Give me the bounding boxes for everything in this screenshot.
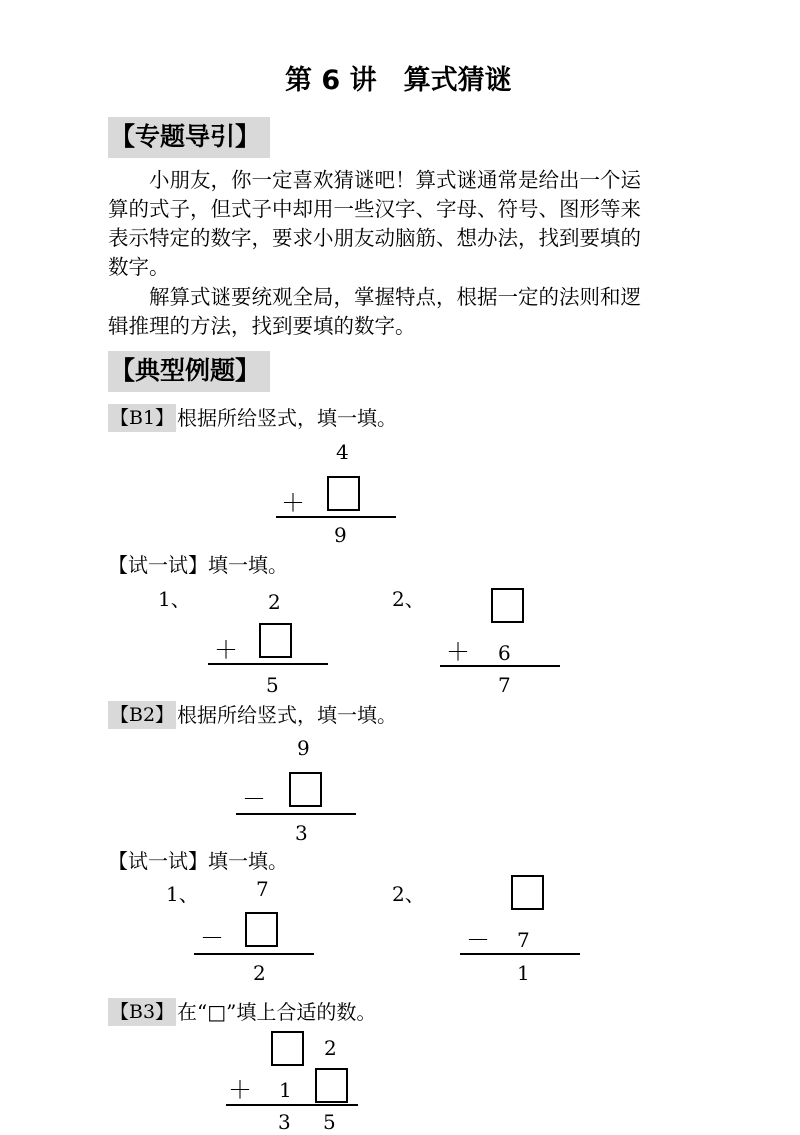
try2-p1-label: 1、 bbox=[166, 882, 199, 906]
try2-p2-answer-box[interactable] bbox=[511, 875, 544, 910]
b3-tens-answer-box[interactable] bbox=[271, 1031, 304, 1066]
intro-p1-line-1: 小朋友，你一定喜欢猜谜吧！算式谜通常是给出一个运 bbox=[149, 168, 641, 192]
b1-result: 9 bbox=[334, 523, 347, 547]
b2-answer-box[interactable] bbox=[289, 772, 322, 807]
b3-second-tens: 1 bbox=[279, 1078, 292, 1102]
try2-label: 【试一试】填一填。 bbox=[108, 849, 288, 873]
b2-minus-sign: － bbox=[242, 785, 266, 813]
try1-p2-second: 6 bbox=[498, 641, 511, 665]
b3-top-ones: 2 bbox=[324, 1036, 337, 1060]
section-heading-examples: 【典型例题】 bbox=[108, 351, 270, 392]
try1-p2-result: 7 bbox=[498, 673, 511, 697]
try2-p1-difference-line bbox=[194, 953, 314, 955]
try1-p2-plus: ＋ bbox=[446, 638, 470, 666]
b1-plus-sign: ＋ bbox=[281, 489, 305, 517]
section-heading-intro: 【专题导引】 bbox=[108, 117, 270, 158]
b3-plus-sign: ＋ bbox=[228, 1076, 252, 1104]
try1-label: 【试一试】填一填。 bbox=[108, 553, 288, 577]
try2-p2-difference-line bbox=[460, 953, 580, 955]
example-tag-b1: 【B1】 bbox=[108, 404, 176, 432]
intro-p1-line-3: 表示特定的数字，要求小朋友动脑筋、想办法，找到要填的 bbox=[108, 226, 641, 250]
try1-p1-plus: ＋ bbox=[214, 636, 238, 664]
try1-p1-answer-box[interactable] bbox=[259, 623, 292, 658]
example-tag-b2: 【B2】 bbox=[108, 701, 176, 729]
try2-p1-minus: － bbox=[200, 924, 224, 952]
try1-p1-result: 5 bbox=[266, 673, 279, 697]
example-tag-b3: 【B3】 bbox=[108, 998, 176, 1026]
try1-p2-label: 2、 bbox=[392, 587, 425, 611]
try2-p2-label: 2、 bbox=[392, 882, 425, 906]
try2-p1-answer-box[interactable] bbox=[245, 912, 278, 947]
b3-ones-answer-box[interactable] bbox=[315, 1068, 348, 1103]
intro-p2-line-2: 辑推理的方法，找到要填的数字。 bbox=[108, 314, 416, 338]
try1-p1-top: 2 bbox=[268, 590, 281, 614]
b2-difference-line bbox=[236, 813, 356, 815]
intro-p2-line-1: 解算式谜要统观全局，掌握特点，根据一定的法则和逻 bbox=[149, 285, 641, 309]
try2-p1-top: 7 bbox=[256, 877, 269, 901]
try1-p2-answer-box[interactable] bbox=[491, 588, 524, 623]
try1-p1-sum-line bbox=[208, 663, 328, 665]
page-title: 第 6 讲 算式猜谜 bbox=[285, 65, 512, 96]
try2-p2-second: 7 bbox=[517, 928, 530, 952]
try1-p1-label: 1、 bbox=[158, 587, 191, 611]
intro-p1-line-4: 数字。 bbox=[108, 255, 170, 279]
b2-top-number: 9 bbox=[297, 736, 310, 760]
try2-p2-result: 1 bbox=[517, 961, 530, 985]
example-text-b2: 根据所给竖式，填一填。 bbox=[177, 703, 397, 727]
try1-p2-sum-line bbox=[440, 665, 560, 667]
b3-sum-line bbox=[226, 1104, 358, 1106]
b3-result-tens: 3 bbox=[278, 1110, 291, 1134]
example-text-b1: 根据所给竖式，填一填。 bbox=[177, 406, 397, 430]
b2-result: 3 bbox=[295, 821, 308, 845]
intro-p1-line-2: 算的式子，但式子中却用一些汉字、字母、符号、图形等来 bbox=[108, 197, 641, 221]
intro-paragraph-2 bbox=[108, 283, 692, 341]
b1-sum-line bbox=[276, 516, 396, 518]
try2-p2-minus: － bbox=[466, 926, 490, 954]
b1-top-number: 4 bbox=[336, 440, 349, 464]
try2-p1-result: 2 bbox=[253, 961, 266, 985]
b3-result-ones: 5 bbox=[323, 1110, 336, 1134]
intro-paragraph-1 bbox=[108, 166, 692, 282]
example-text-b3: 在“□”填上合适的数。 bbox=[177, 1000, 377, 1024]
b1-answer-box[interactable] bbox=[327, 476, 360, 511]
